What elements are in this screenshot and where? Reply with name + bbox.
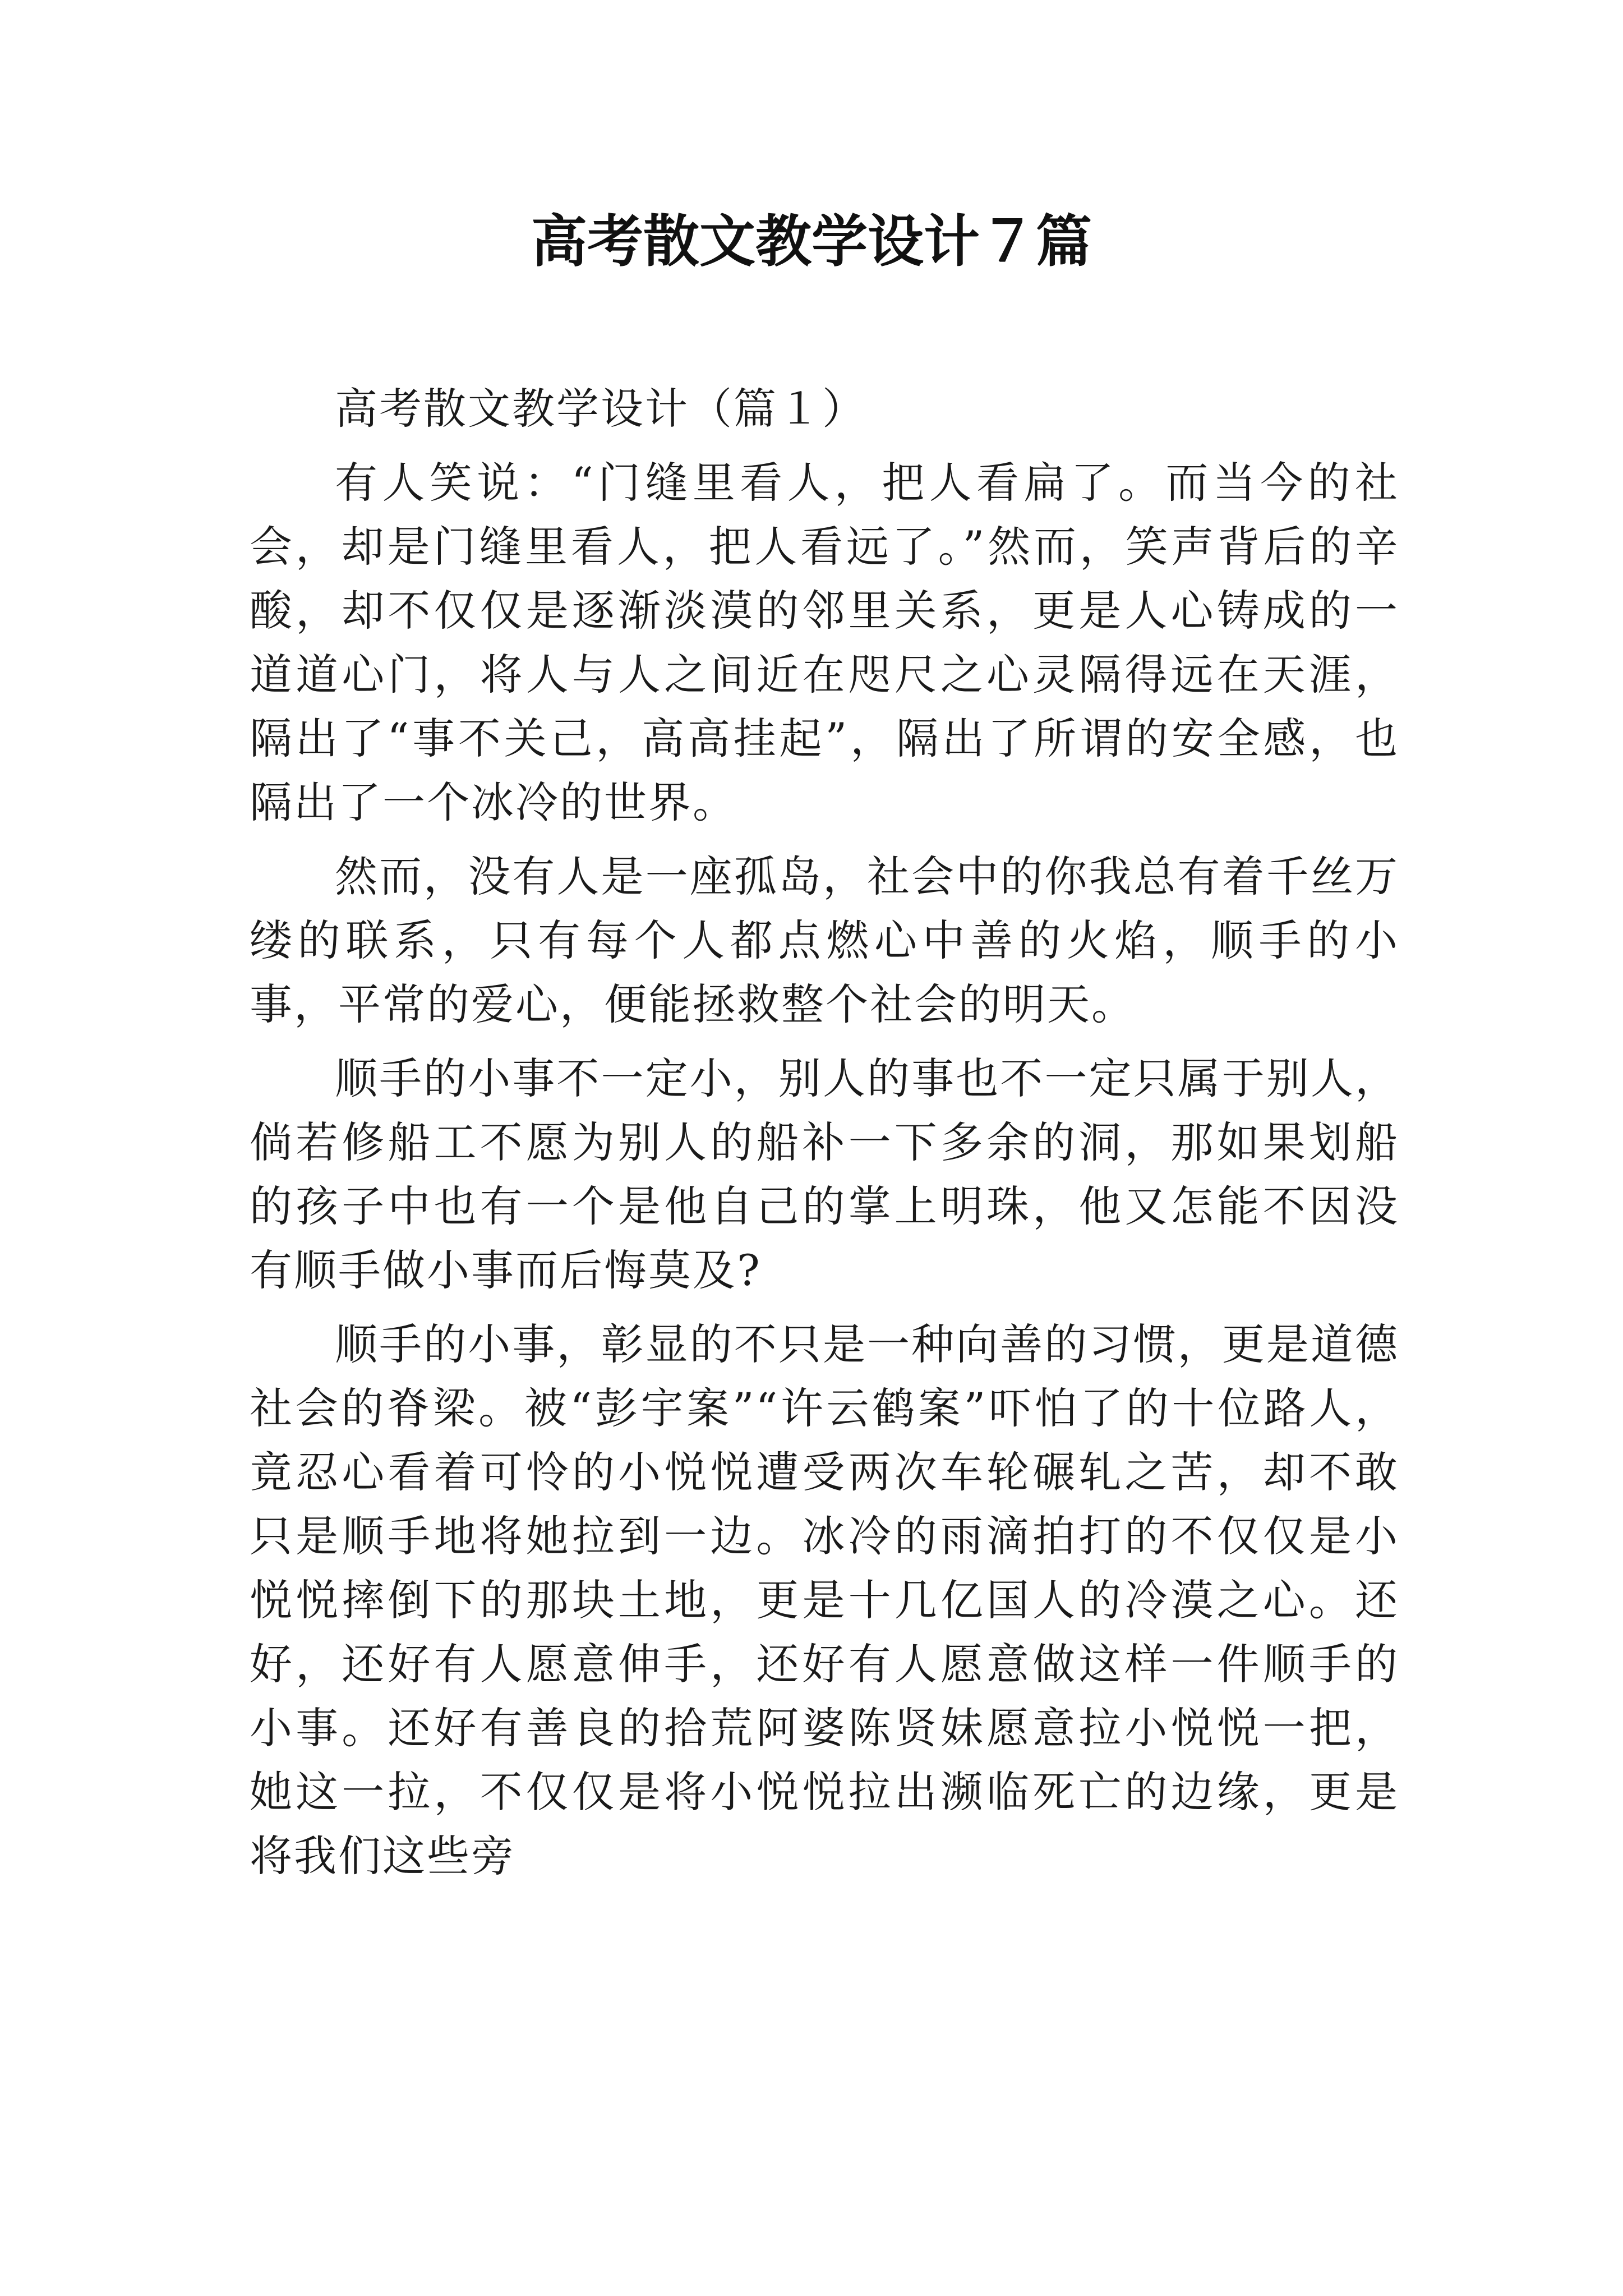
paragraph-2: 然而，没有人是一座孤岛，社会中的你我总有着千丝万缕的联系，只有每个人都点燃心中善的火焰，顺手的小事，平常的爱心，便能拯救整个社会的明天。 xyxy=(250,852,1399,1029)
paragraph-1: 有人笑说：“门缝里看人，把人看扁了。而当今的社会，却是门缝里看人，把人看远了。”然而，笑声背后的辛酸，却不仅仅是逐渐淡漠的邻里关系，更是人心铸成的一道道心门，将人与人之间近在咫尺之心灵隔得远在天涯，隔出了“事不关己，高高挂起”，隔出了所谓的安全感，也隔出了一个冰冷的世界。 xyxy=(250,458,1399,827)
paragraph-4: 顺手的小事，彰显的不只是一种向善的习惯，更是道德社会的脊梁。被“彭宇案”“许云鹤案”吓怕了的十位路人，竟忍心看着可怜的小悦悦遭受两次车轮碾轧之苦，却不敢只是顺手地将她拉到一边。冰冷的雨滴拍打的不仅仅是小悦悦摔倒下的那块土地，更是十几亿国人的冷漠之心。还好，还好有人愿意伸手，还好有人愿意做这样一件顺手的小事。还好有善良的拾荒阿婆陈贤妹愿意拉小悦悦一把，她这一拉，不仅仅是将小悦悦拉出濒临死亡的边缘，更是将我们这些旁 xyxy=(250,1319,1399,1881)
section-heading: 高考散文教学设计（篇１） xyxy=(335,384,866,434)
paragraph-3: 顺手的小事不一定小，别人的事也不一定只属于别人，倘若修船工不愿为别人的船补一下多余的洞，那如果划船的孩子中也有一个是他自己的掌上明珠，他又怎能不因没有顺手做小事而后悔莫及? xyxy=(250,1053,1399,1295)
document-title: 高考散文教学设计７篇 xyxy=(531,208,1092,274)
document-body xyxy=(250,377,1399,1898)
